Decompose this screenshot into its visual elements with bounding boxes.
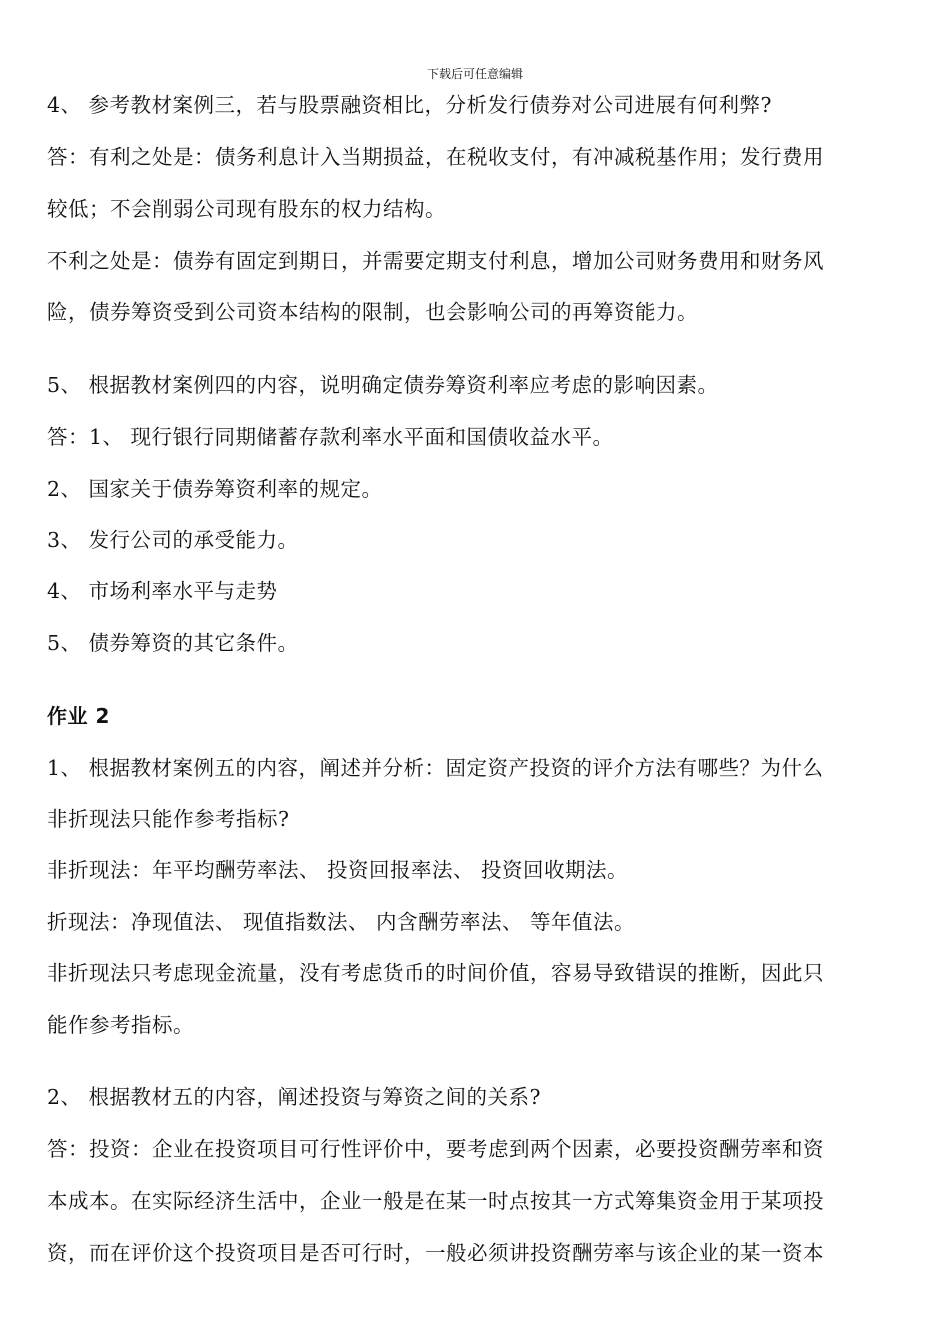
hw2-question-1-line-2: 非折现法只能作参考指标? [47,807,290,831]
question-5: 5、 根据教材案例四的内容，说明确定债券筹资利率应考虑的影响因素。 [47,373,719,397]
answer-4-line-4: 险，债券筹资受到公司资本结构的限制，也会影响公司的再筹资能力。 [47,300,698,324]
answer-4-line-3: 不利之处是：债券有固定到期日，并需要定期支付利息，增加公司财务费用和财务风 [47,249,824,273]
hw2-answer-2-line-3: 资，而在评价这个投资项目是否可行时，一般必须讲投资酬劳率与该企业的某一资本 [47,1241,824,1265]
question-4: 4、 参考教材案例三，若与股票融资相比，分析发行债券对公司进展有何利弊? [47,93,773,117]
hw2-question-1-line-1: 1、 根据教材案例五的内容，阐述并分析：固定资产投资的评介方法有哪些？为什么 [47,756,824,780]
answer-4-line-1: 答：有利之处是：债务利息计入当期损益，在税收支付，有冲减税基作用；发行费用 [47,145,824,169]
answer-5-item-5: 5、 债券筹资的其它条件。 [47,631,299,655]
hw2-answer-1-line-2: 折现法：净现值法、 现值指数法、 内含酬劳率法、 等年值法。 [47,910,636,934]
answer-5-item-4: 4、 市场利率水平与走势 [47,579,278,603]
hw2-answer-1-line-3: 非折现法只考虑现金流量，没有考虑货币的时间价值，容易导致错误的推断，因此只 [47,961,824,985]
answer-5-item-2: 2、 国家关于债券筹资利率的规定。 [47,477,383,501]
section-heading: 作业 2 [47,704,110,728]
hw2-answer-1-line-1: 非折现法：年平均酬劳率法、 投资回报率法、 投资回收期法。 [47,858,629,882]
answer-5-item-3: 3、 发行公司的承受能力。 [47,528,299,552]
hw2-question-2: 2、 根据教材五的内容，阐述投资与筹资之间的关系? [47,1085,542,1109]
hw2-answer-2-line-1: 答：投资：企业在投资项目可行性评价中，要考虑到两个因素，必要投资酬劳率和资 [47,1137,824,1161]
hw2-answer-2-line-2: 本成本。在实际经济生活中，企业一般是在某一时点按其一方式筹集资金用于某项投 [47,1189,824,1213]
answer-4-line-2: 较低；不会削弱公司现有股东的权力结构。 [47,197,446,221]
page-header: 下载后可任意编辑 [426,67,523,81]
hw2-answer-1-line-4: 能作参考指标。 [47,1013,194,1037]
answer-5-item-1: 答：1、 现行银行同期储蓄存款利率水平面和国债收益水平。 [47,425,614,449]
